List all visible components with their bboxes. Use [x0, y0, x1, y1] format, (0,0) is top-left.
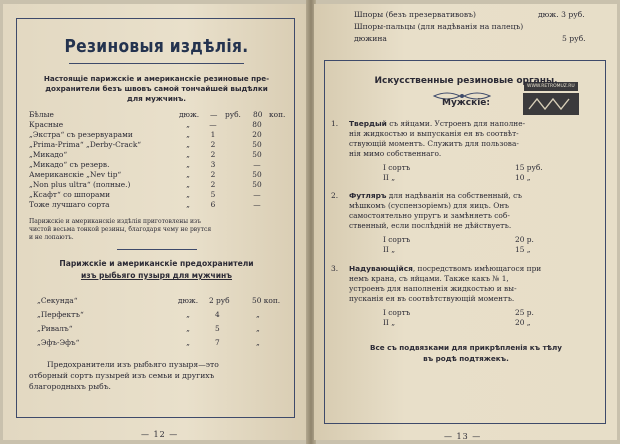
- kop-cell: 20: [252, 130, 262, 139]
- qty-cell: „: [186, 324, 190, 333]
- item-text-line: Надувающійся, посредствомъ имѣющагося при: [349, 264, 542, 273]
- rub-cell: 7: [215, 338, 220, 347]
- rub-cell: 2: [210, 150, 216, 159]
- heading-line-2: дохранители безъ швовъ самой тончайшей выдѣлки: [45, 84, 268, 93]
- note2-line: благородныхъ рыбъ.: [29, 382, 111, 391]
- page-title: Резиновыя издѣлія.: [64, 35, 249, 57]
- kop-cell: 50: [252, 140, 262, 149]
- product2-name: „Ривалъ“: [37, 324, 73, 333]
- kop-cell: —: [253, 190, 261, 199]
- item-3-number: 3.: [331, 264, 339, 273]
- kop-cell: „: [256, 310, 260, 319]
- section-subheading: Мужскіе:: [441, 98, 490, 108]
- qty-cell: „: [186, 200, 190, 209]
- top-line-1-name: Шпоры (безъ презервативовъ): [354, 10, 476, 19]
- heading2-line-2: изъ рыбьяго пузыря для мужчинъ: [80, 271, 233, 280]
- qty-cell: „: [186, 160, 190, 169]
- rub-cell: 5: [215, 324, 220, 333]
- item-1-price-1: 15 руб.: [515, 163, 543, 172]
- col-header-dash: —: [210, 110, 218, 119]
- item-1-text: [349, 119, 525, 159]
- qty-cell: дюж.: [177, 296, 199, 305]
- item-text-line: ственный, если послѣдній не дѣйствуетъ.: [349, 221, 512, 230]
- item-2-price-1: 20 р.: [515, 235, 534, 244]
- rub-cell: 1: [210, 130, 216, 139]
- top-line-3-name: дюжина: [354, 34, 387, 43]
- item-3-price-1: 25 р.: [515, 308, 534, 317]
- item-1-sort-2: II „: [383, 173, 396, 182]
- kop-cell: —: [253, 160, 261, 169]
- kop-column: [247, 120, 267, 210]
- rub-cell: 2: [210, 140, 216, 149]
- qty-column: [181, 120, 195, 210]
- qty-cell: „: [186, 120, 190, 129]
- product-name: „Микадо“ съ резерв.: [29, 160, 110, 169]
- item-keyword: Твердый: [349, 119, 387, 128]
- kop-cell: 50: [252, 170, 262, 179]
- note-line: и не лопаютъ.: [29, 234, 74, 241]
- kop-cell: 50: [252, 150, 262, 159]
- rub-column: [203, 120, 223, 210]
- item-3-price-2: 20 „: [515, 318, 531, 327]
- page-number-right: — 13 —: [444, 432, 482, 440]
- product2-qty: [175, 294, 201, 350]
- product-name: Американскіе „Nev tip“: [29, 170, 122, 179]
- right-page: [314, 4, 617, 440]
- product2-name: „Секунда“: [37, 296, 78, 305]
- top-line-3-price: 5 руб.: [562, 34, 586, 43]
- qty-cell: „: [186, 190, 190, 199]
- left-page: [3, 4, 308, 440]
- product2-rub: [209, 294, 230, 350]
- rub-cell: 2: [210, 170, 216, 179]
- item-text-line: ствующій моментъ. Служитъ для пользова-: [349, 139, 519, 148]
- item-2-number: 2.: [331, 191, 339, 200]
- item-1-number: 1.: [331, 119, 339, 128]
- product-name: Тоже лучшаго сорта: [29, 200, 110, 209]
- product2-kop: [252, 294, 280, 350]
- heading-line-3: для мужчинъ.: [127, 94, 186, 103]
- kop-cell: —: [253, 200, 261, 209]
- item-keyword: Надувающійся: [349, 264, 413, 273]
- kop-cell: „: [256, 338, 260, 347]
- kop-cell: „: [256, 324, 260, 333]
- qty-cell: „: [186, 310, 190, 319]
- item-2-sort-1: I сортъ: [383, 235, 411, 244]
- qty-cell: „: [186, 150, 190, 159]
- note-line: чистой весьма тонкой резины, благодаря чему не рвутся: [29, 226, 212, 233]
- product-name: „Prima-Prima“ „Derby-Crack“: [29, 140, 142, 149]
- footer-line-2: въ родѣ подтяжекъ.: [423, 354, 509, 363]
- product2-names: [37, 294, 84, 350]
- item-text-line: нія мимо собственнаго.: [349, 149, 442, 158]
- qty-cell: „: [186, 140, 190, 149]
- item-2-sort-2: II „: [383, 245, 396, 254]
- item-text-line: самостоятельно упругъ и замѣняетъ соб-: [349, 211, 510, 220]
- title-rule: [69, 63, 244, 64]
- note2-paragraph: [29, 359, 219, 392]
- rub-cell: 5: [210, 190, 216, 199]
- product-name: „Non plus ultra“ (полные.): [29, 180, 131, 189]
- heading2-line-1: Парижскіе и американскіе предохранители: [59, 259, 254, 268]
- product-name: Бѣлые: [29, 110, 54, 119]
- kop-cell: 50 коп.: [252, 296, 281, 305]
- watermark-logo: WWW.RETROMUZ.RU: [524, 82, 578, 91]
- item-3-sort-1: I сортъ: [383, 308, 411, 317]
- section-rule: [117, 249, 197, 250]
- rub-cell: 3: [210, 160, 216, 169]
- col-header-80: 80: [253, 110, 263, 119]
- rub-cell: 4: [215, 310, 220, 319]
- note2-line: Предохранители изъ рыбьяго пузыря—это: [47, 360, 219, 369]
- item-keyword: Футляръ: [349, 191, 387, 200]
- item-2-price-2: 15 „: [515, 245, 531, 254]
- section-heading: Искусственные резиновые органы.: [374, 76, 558, 86]
- product-name: Красные: [29, 120, 64, 129]
- item-3-sort-2: II „: [383, 318, 396, 327]
- product-name: „Микадо“: [29, 150, 68, 159]
- qty-cell: „: [186, 170, 190, 179]
- product2-name: „Перфектъ“: [37, 310, 84, 319]
- qty-cell: „: [186, 180, 190, 189]
- top-line-2-name: Шпоры-пальцы (для надѣванія на палецъ): [354, 22, 524, 31]
- note2-line: отборный сортъ пузырей изъ семьи и другихъ: [29, 371, 215, 380]
- item-text-line: Футляръ для надѣванія на собственный, съ: [349, 191, 522, 200]
- product2-name: „Эфъ-Эфъ“: [37, 338, 80, 347]
- item-text-line: устроенъ для наполненія жидкостью и вы-: [349, 284, 517, 293]
- rub-cell: 6: [210, 200, 216, 209]
- product-names: [29, 110, 141, 210]
- item-1-price-2: 10 „: [515, 173, 531, 182]
- item-1-sort-1: I сортъ: [383, 163, 411, 172]
- right-page-frame: [324, 60, 606, 424]
- col-header-kop: коп.: [269, 110, 286, 119]
- heading-line-1: Настоящіе парижскіе и американскіе резиновые пре-: [43, 74, 270, 83]
- footer-line-1: Все съ подвязками для прикрѣпленія къ тѣлу: [370, 343, 562, 352]
- col-header-rub: руб.: [225, 110, 241, 119]
- rub-cell: —: [209, 120, 217, 129]
- product-name: „Экстра“ съ резервуарами: [29, 130, 133, 139]
- top-line-1-price: дюж. 3 руб.: [538, 10, 585, 19]
- note-paragraph: [29, 218, 211, 242]
- qty-cell: „: [186, 338, 190, 347]
- item-text-line: Твердый съ яйцами. Устроенъ для наполне-: [349, 119, 526, 128]
- product-name: „Ксафт“ со шпорами: [29, 190, 111, 199]
- kop-cell: 50: [252, 180, 262, 189]
- page-number-left: — 12 —: [141, 430, 179, 439]
- qty-cell: „: [186, 130, 190, 139]
- rub-cell: 2 руб: [209, 296, 230, 305]
- left-page-frame: [16, 18, 295, 418]
- kop-cell: 80: [252, 120, 262, 129]
- item-text-line: нія жидкостью и выпусканія ея въ соотвѣт-: [349, 129, 519, 138]
- item-3-text: [349, 264, 541, 304]
- item-2-text: [349, 191, 522, 231]
- item-text-line: мѣшкомъ (суспензоріемъ) для яицъ. Онъ: [349, 201, 509, 210]
- item-text-line: пусканія ея въ соотвѣтствующій моментъ.: [349, 294, 515, 303]
- rub-cell: 2: [210, 180, 216, 189]
- item-text-line: немъ крана, съ яйцами. Также какъ № 1,: [349, 274, 509, 283]
- col-header-qty: дюж.: [179, 110, 200, 119]
- note-line: Парижскіе и американскіе издѣлія приготовлены изъ: [29, 218, 202, 225]
